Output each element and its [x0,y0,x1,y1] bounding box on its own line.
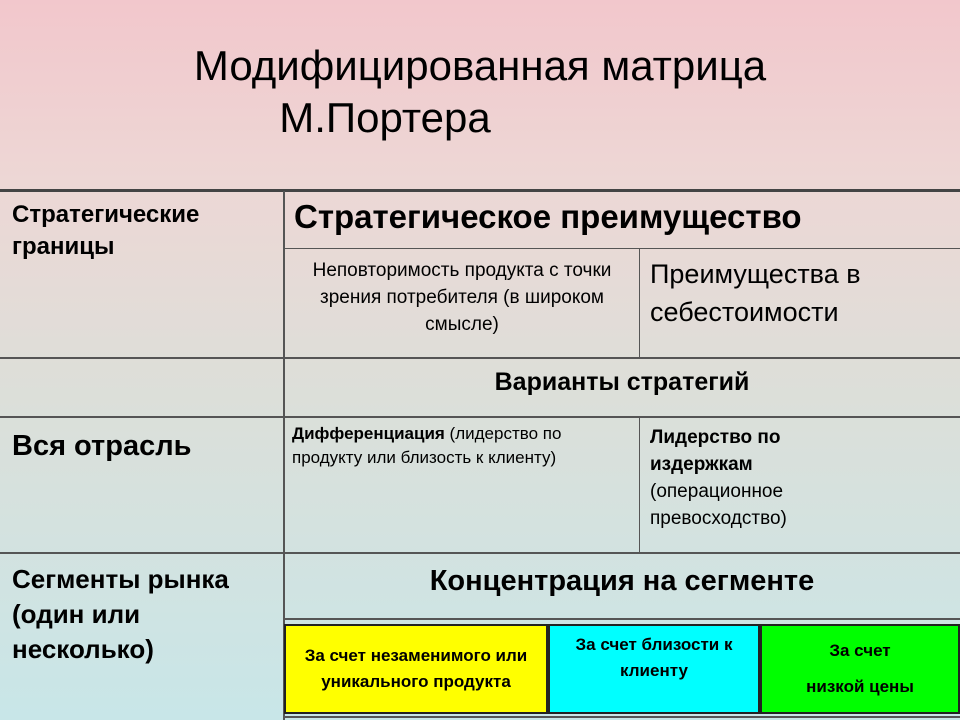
row4-bottom-border [284,716,960,718]
cost-leadership-desc: (операционное превосходство) [650,481,787,529]
cost-advantage-cell: Преимущества в себестоимости [650,259,861,327]
title-line-1: Модифицированная матрица [193,42,767,89]
customer-closeness-box: За счет близости к клиенту [548,624,760,714]
differentiation-desc: (лидерство по продукту или близость к клиенту) [292,424,562,467]
cost-leadership-term: Лидерство по издержкам [650,427,781,475]
market-segments-label: Сегменты рынка (один или несколько) [12,564,229,664]
low-price-box: За счет низкой цены [760,624,960,714]
differentiation-cell [292,422,634,470]
cost-leadership-cell [650,424,950,532]
unique-product-box: За счет незаменимого или уникального продукта [284,624,548,714]
product-uniqueness-cell: Неповторимость продукта с точки зрения потребителя (в широком смысле) [312,260,612,335]
strategic-boundaries-label: Стратегические границы [12,201,200,260]
row3-col-divider [639,417,640,553]
row2-bottom-border [0,416,960,418]
row1-subdivider [284,248,960,249]
table-top-border [0,189,960,192]
strategic-advantage-header: Стратегическое преимущество [294,198,802,235]
strategy-options-header: Варианты стратегий [494,368,750,396]
row1-bottom-border [0,357,960,359]
row4-subdivider [284,618,960,620]
whole-industry-label: Вся отрасль [12,430,192,462]
row3-bottom-border [0,552,960,554]
slide-title [0,40,960,144]
title-line-2: М.Портера [279,94,491,141]
row1-col-divider [639,249,640,358]
segment-focus-header: Концентрация на сегменте [429,565,815,597]
differentiation-term: Дифференциация [292,424,445,443]
